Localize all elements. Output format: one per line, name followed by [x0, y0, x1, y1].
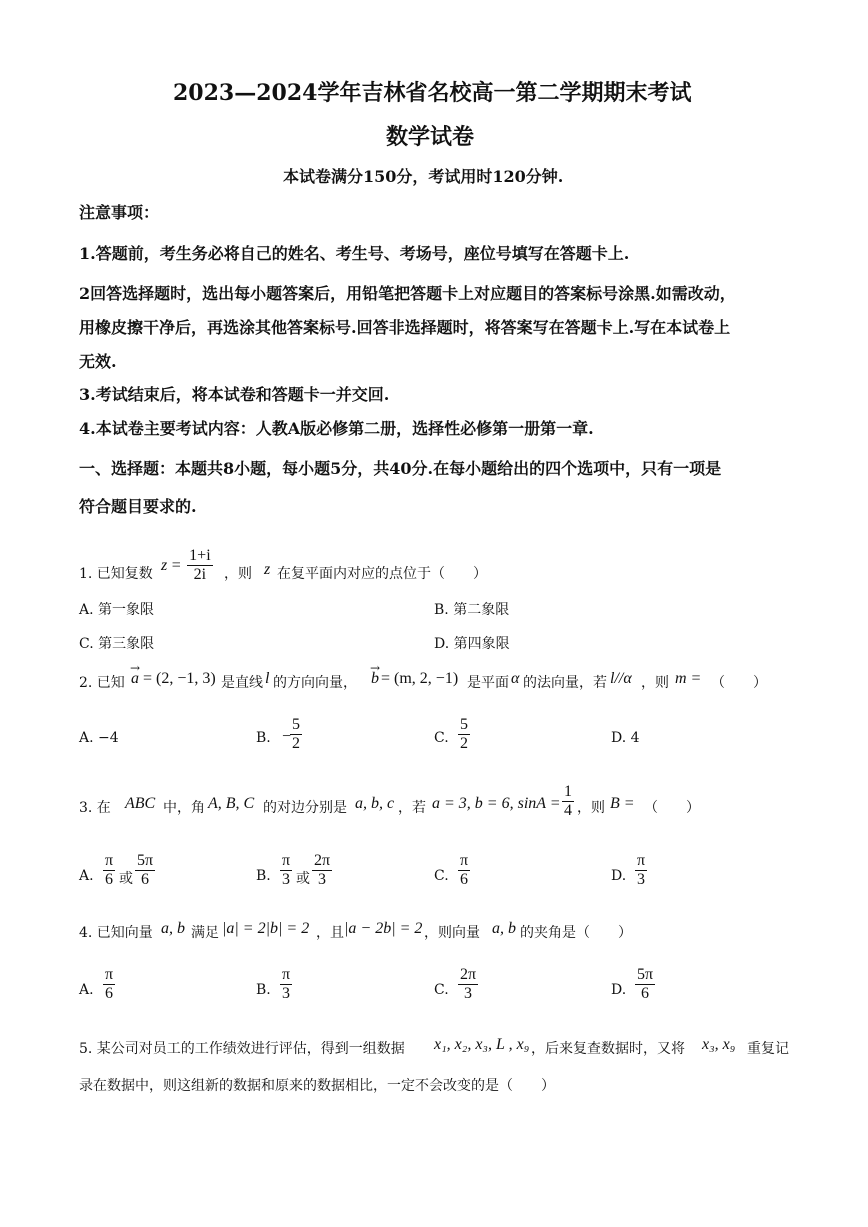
notes-heading: 注意事项：	[79, 203, 160, 222]
q2-mid3: 是平面	[467, 675, 509, 691]
note-1: 1.答题前，考生务必将自己的姓名、考生号、考场号，座位号填写在答题卡上.	[79, 244, 630, 263]
q5-line2: 录在数据中，则这组新的数据和原来的数据相比，一定不会改变的是（ ）	[79, 1078, 555, 1094]
question-5	[79, 1036, 799, 1060]
exam-info: 本试卷满分150分，考试用时120分钟.	[283, 167, 564, 186]
q1-suffix-b: 在复平面内对应的点位于（ ）	[277, 566, 487, 582]
q2-paren: （ ）	[711, 675, 767, 691]
q3-B: B =	[610, 795, 635, 812]
q2-vector-b-value: = (m, 2, −1)	[381, 670, 459, 687]
q2-prefix: 2. 已知	[79, 675, 125, 691]
q1-option-d: D. 第四象限	[434, 636, 510, 652]
q2-vector-a: a	[131, 670, 139, 687]
q1-fraction	[187, 547, 212, 585]
q2-option-b-sign: −	[282, 728, 292, 745]
q1-option-b: B. 第二象限	[434, 602, 510, 618]
q2-vector-a-value: = (2, −1, 3)	[143, 670, 216, 687]
q3-mid3: ，若	[398, 800, 426, 816]
q1-prefix: 1. 已知复数	[79, 566, 153, 582]
q2-mid5: ，则	[641, 675, 669, 691]
q1-option-a: A. 第一象限	[79, 602, 155, 618]
q2-option-b-fraction: $\frac{5}{2}$	[292, 716, 300, 753]
note-2-line1: 2回答选择题时，选出每小题答案后，用铅笔把答题卡上对应题目的答案标号涂黑.如需改动，	[79, 284, 736, 303]
q3-given: a = 3, b = 6, sinA =	[432, 795, 561, 812]
q1-z: z	[161, 556, 168, 574]
section1-line1: 一、选择题：本题共8小题，每小题5分，共40分.在每小题给出的四个选项中，只有一项是	[79, 459, 722, 478]
q2-mid1: 是直线	[221, 675, 263, 691]
q4-vectors: a, b	[161, 920, 185, 937]
q4-mid2: ，且	[316, 925, 344, 941]
q3-mid4: ，则	[577, 800, 605, 816]
q2-mid2: 的方向向量，	[273, 675, 357, 691]
question-4	[79, 916, 789, 946]
q3-paren: （ ）	[644, 800, 700, 816]
q2-option-c-fraction: $\frac{5}{2}$	[460, 716, 468, 753]
question-3	[79, 783, 789, 827]
q3-triangle: ABC	[125, 795, 156, 812]
q4-cond1: |a| = 2|b| = 2	[222, 920, 310, 937]
q2-option-d: D. 4	[611, 730, 640, 746]
q1-numerator: 1+i	[187, 547, 212, 566]
q3-mid1: 中，角	[163, 800, 205, 816]
q2-m: m =	[675, 670, 702, 687]
note-2-line3: 无效.	[79, 352, 117, 371]
q3-prefix: 3. 在	[79, 800, 111, 816]
exam-subtitle: 数学试卷	[386, 124, 475, 150]
q5-line1c: 重复记	[747, 1041, 789, 1057]
q5-line1a: 5. 某公司对员工的工作绩效进行评估，得到一组数据	[79, 1041, 405, 1057]
q3-sides: a, b, c	[355, 795, 395, 812]
question-2: 2. 已知 a → = (2, −1, 3) 是直线 l 的方向向量， b → = (m, 2, −1) 是平面 α 的法向量，若 l//α ，则 m = （ ）	[79, 661, 767, 691]
q2-option-c-label: C.	[434, 730, 449, 746]
q5-dup: x₃, x₉	[702, 1036, 736, 1053]
q3-angles: A, B, C	[208, 795, 255, 812]
q2-vector-b: b	[371, 670, 379, 687]
q3-mid2: 的对边分别是	[263, 800, 347, 816]
q4-mid4: 的夹角是（ ）	[520, 925, 632, 941]
q2-condition: l//α	[610, 670, 632, 687]
q2-alpha: α	[511, 670, 520, 687]
note-4: 4.本试卷主要考试内容：人教A版必修第二册，选择性必修第一册第一章.	[79, 419, 594, 438]
q2-mid4: 的法向量，若	[523, 675, 607, 691]
q1-option-c: C. 第三象限	[79, 636, 155, 652]
q2-line-l: l	[265, 670, 270, 687]
q4-vectors2: a, b	[492, 920, 516, 937]
q4-cond2: |a − 2b| = 2	[344, 920, 423, 937]
q4-mid3: ，则向量	[424, 925, 480, 941]
q3-given-fraction: $\frac{1}{4}$	[564, 783, 572, 820]
note-3: 3.考试结束后，将本试卷和答题卡一并交回.	[79, 385, 390, 404]
q1-z2: z	[264, 561, 271, 578]
note-2-line2: 用橡皮擦干净后，再选涂其他答案标号.回答非选择题时，将答案写在答题卡上.写在本试卷上	[79, 318, 731, 337]
q1-denominator: 2i	[193, 566, 207, 584]
q5-line1b: ，后来复查数据时，又将	[531, 1041, 685, 1057]
section1-line2: 符合题目要求的.	[79, 497, 197, 516]
q1-eq: =	[171, 556, 181, 574]
q1-suffix-a: ，则	[224, 566, 252, 582]
q4-mid1: 满足	[191, 925, 219, 941]
exam-page: 2023—2024学年吉林省名校高一第二学期期末考试 数学试卷 本试卷满分150分，考试用时120分钟. 注意事项： 1.答题前，考生务必将自己的姓名、考生号、考场号，座位号填写在答题卡上. 2回答选择题时，选出每小题答案后，用铅笔把答题卡上对应题目的答案标号涂黑.如需改动， 用橡皮擦干净后，再选涂其他答案标号.回答非选择题时，将答案写在答题卡上.写在本试卷上 无效. 3.考试结束后，将本试卷和答题卡一并交回. 4.本试卷主要考试内容：人教A版必修第二册，选择性必修第一册第一章. 一、选择题：本题共8小题，每小题5分，共40分.在每小题给出的四个选项中，只有一项是 符合题目要求的. 1. 已知复数 z = $\frac{1+i}{2i}$ ，则 z 在复平面内对应的点位于（ ） A. 第一象限 B. 第二象限 C. 第三象限 D. 第四象限 2. 已知 a → = (2, −1, 3) 是直线 l 的方向向量， b → = (m, 2, −1) 是平面 α 的法向量，若 l//α ，则 m = （ ） A. −4 B. − $\frac{5}{2}$ C. $\frac{5}{2}$ D. 4 3. 在 ABC 中，角 A, B, C 的对边分别是 a, b, c ，若 a = 3, b = 6, sinA = $\frac{1}{4}$ ，则 B = （ ） A. $\frac{\pi}{6}$ 或 $\frac{5\pi}{6}$ B. $\frac{\pi}{3}$ 或 $\frac{2\pi}{3}$ C. $\frac{\pi}{6}$ D. $\frac{\pi}{3}$ 4. 已知向量 a, b 满足 |a| = 2|b| = 2 ，且 |a − 2b| = 2 ，则向量 a, b 的夹角是（ ） A. $\frac{\pi}{6}$ B. $\frac{\pi}{3}$ C. $\frac{2\pi}{3}$ D. $\frac{5\pi}{6}$ 5. 某公司对员工的工作绩效进行评估，得到一组数据 x₁, x₂, x₃, L , x₉ ，后来复查数据时，又将 x₃, x₉ 重复记 录在数据中，则这组新的数据和原来的数据相比，一定不会改变的是（ ）	[0, 0, 868, 1227]
q5-data: x₁, x₂, x₃, L , x₉	[434, 1036, 530, 1053]
q2-option-a: A. −4	[79, 730, 119, 746]
q2-option-b-label: B.	[256, 730, 271, 746]
exam-title: 2023—2024学年吉林省名校高一第二学期期末考试	[173, 80, 692, 106]
q4-prefix: 4. 已知向量	[79, 925, 153, 941]
